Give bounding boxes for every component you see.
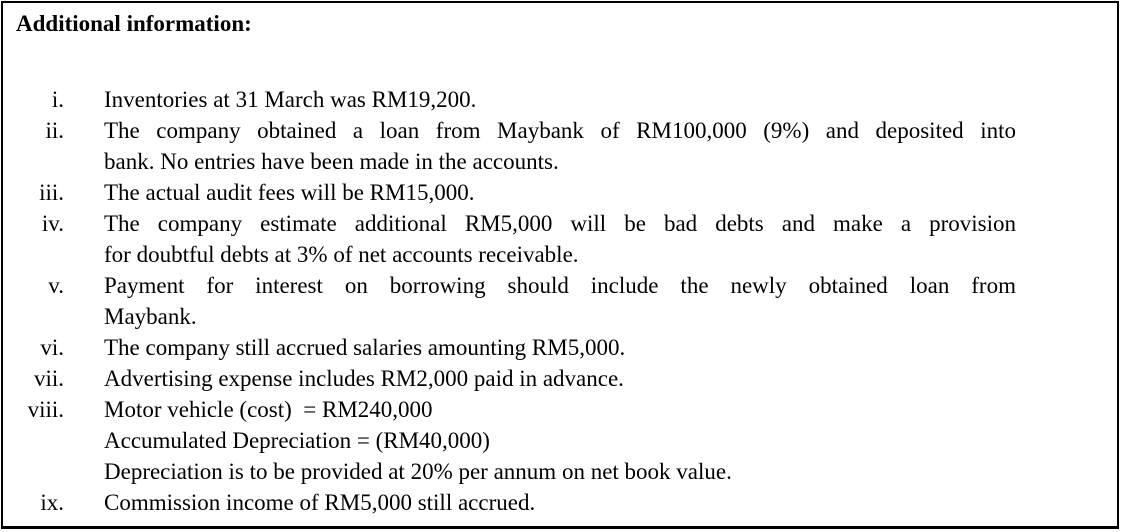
item-text — [104, 363, 1016, 394]
item-line: The company estimate additional RM5,000 will be bad debts and make a provision — [104, 211, 1016, 236]
list-item — [0, 394, 1125, 487]
list-item — [0, 208, 1125, 270]
item-numeral: ii. — [45, 118, 64, 143]
item-line: The company still accrued salaries amounting RM5,000. — [104, 335, 626, 360]
item-line: Advertising expense includes RM2,000 paid in advance. — [104, 366, 624, 391]
list-item — [0, 363, 1125, 394]
item-text — [104, 84, 1016, 115]
item-text — [104, 115, 1016, 177]
item-line: Inventories at 31 March was RM19,200. — [104, 87, 477, 112]
item-line: The company obtained a loan from Maybank of RM100,000 (9%) and deposited into — [104, 118, 1016, 143]
item-line: Depreciation is to be provided at 20% per annum on net book value. — [104, 459, 732, 484]
item-text — [104, 332, 1016, 363]
item-line: Motor vehicle (cost) = RM240,000 — [104, 397, 433, 422]
list-item — [0, 177, 1125, 208]
item-line: Maybank. — [104, 304, 197, 329]
item-text — [104, 394, 1016, 487]
item-text — [104, 208, 1016, 270]
item-line: Payment for interest on borrowing should include the newly obtained loan from — [104, 273, 1016, 298]
item-line: Commission income of RM5,000 still accrued. — [104, 490, 536, 515]
item-line: bank. No entries have been made in the accounts. — [104, 149, 559, 174]
item-line: for doubtful debts at 3% of net accounts receivable. — [104, 242, 579, 267]
item-text — [104, 177, 1016, 208]
item-numeral: vii. — [33, 366, 64, 391]
list-item — [0, 487, 1125, 518]
item-line: Accumulated Depreciation = (RM40,000) — [104, 428, 490, 453]
list-item — [0, 84, 1125, 115]
item-numeral: i. — [51, 87, 64, 112]
additional-information-list — [0, 84, 1125, 518]
item-numeral: ix. — [40, 490, 64, 515]
item-numeral: iii. — [39, 180, 64, 205]
list-item — [0, 115, 1125, 177]
list-item — [0, 332, 1125, 363]
item-text — [104, 487, 1016, 518]
item-numeral: viii. — [27, 397, 64, 422]
item-numeral: vi. — [40, 335, 64, 360]
item-text — [104, 270, 1016, 332]
item-numeral: v. — [48, 273, 64, 298]
list-item — [0, 270, 1125, 332]
section-heading: Additional information: — [16, 11, 252, 36]
item-line: The actual audit fees will be RM15,000. — [104, 180, 475, 205]
item-numeral: iv. — [41, 211, 64, 236]
